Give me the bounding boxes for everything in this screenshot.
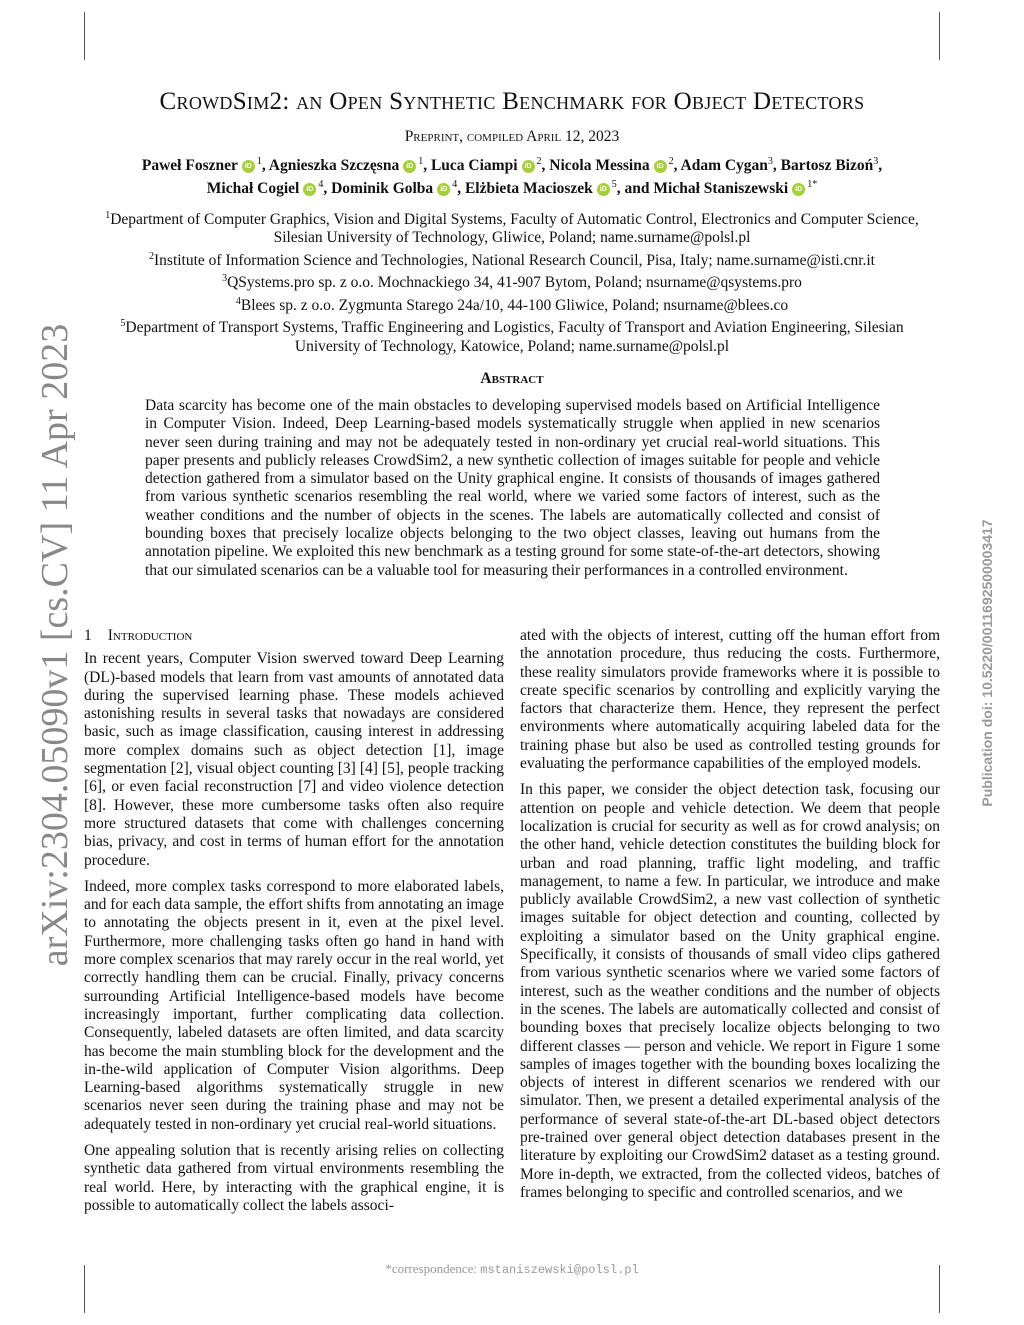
author-name: and Michał Staniszewski [624, 180, 789, 198]
crop-mark [939, 12, 940, 60]
affiliation-number: 2 [149, 250, 154, 262]
author-affiliation-number: 2 [668, 156, 674, 167]
author-name: Paweł Foszner [141, 157, 238, 175]
correspondence-label: *correspondence: [385, 1261, 477, 1276]
left-column [84, 627, 504, 1223]
author-name: Dominik Golba [331, 180, 434, 198]
affiliation [90, 207, 934, 248]
author [431, 157, 542, 174]
author-affiliation-number: 1 [256, 156, 262, 167]
author-name: Elżbieta Macioszek [464, 180, 593, 198]
author [207, 180, 324, 197]
author-name: Luca Ciampi [430, 157, 518, 175]
affiliation-text: Blees sp. z o.o. Zygmunta Starego 24a/10, 44-100 Gliwice, Poland; nsurname@blees.co [240, 296, 789, 314]
author-affiliation-number: 4 [452, 179, 458, 191]
author [625, 180, 818, 197]
affiliation [90, 270, 934, 292]
orcid-icon[interactable]: iD [303, 183, 316, 196]
paragraph: ated with the objects of interest, cutting off the human effort from the annotation procedure, thus reducing the costs. Furthermore, these reality simulators provide frameworks where it is possible to create specific scenarios by controlling and explicitly varying the factors that characterize them. Hence, they represent the perfect environments where automatically acquiring labeled data for the training phase but also be used as controlled testing grounds for evaluating the performance capabilities of the employed models. [520, 627, 940, 773]
author-name: Adam Cygan [680, 157, 768, 175]
paragraph: In this paper, we consider the object detection task, focusing our attention on people and vehicle detection. We deem that people localization is crucial for security as well as for crowd analysis; on the other hand, vehicle detection constitutes the building block for urban and road planning, traffic light modeling, and traffic management, to name a few. In particular, we introduce and make publicly available CrowdSim2, a new vast collection of synthetic images suitable for object detection and counting, collected by exploiting a simulator based on the Unity graphical engine. Specifically, it consists of thousands of small video clips gathered from various synthetic scenarios where we varied some factors of interest, such as the weather conditions and the number of objects in the scenes. The labels are automatically collected and consist of bounding boxes that precisely localize objects belonging to two different classes — person and vehicle. We report in Figure 1 some samples of images together with the bounding boxes localizing the objects of interest in different scenarios we rendered with our simulator. Then, we present a detailed experimental analysis of the performance of several state-of-the-art DL-based object detectors pre-trained over general object detection databases present in the literature by exploiting our CrowdSim2 dataset as a testing ground. More in-depth, we extracted, from the collected videos, batches of frames belonging to specific and controlled scenarios, and we [520, 781, 940, 1201]
correspondence-email[interactable]: mstaniszewski@polsl.pl [480, 1263, 639, 1277]
right-column [520, 627, 940, 1210]
section-number: 1 [84, 627, 92, 644]
orcid-icon[interactable]: iD [654, 160, 667, 173]
affiliation-number: 5 [120, 318, 126, 330]
author [331, 180, 457, 197]
paragraph: One appealing solution that is recently arising relies on collecting synthetic data gathered from virtual environments resembling the real world. Here, by interacting with the graphical engine, it is possible to automatically collect the labels associ- [84, 1142, 504, 1214]
author [465, 180, 617, 197]
preprint-date: Preprint, compiled April 12, 2023 [404, 128, 620, 145]
author-affiliation-number: 3 [767, 156, 773, 167]
affiliation-text: Institute of Information Science and Technologies, National Research Council, Pisa, Italy; name.surname@isti.cnr.it [154, 251, 875, 269]
orcid-icon[interactable]: iD [792, 183, 805, 196]
correspondence-footer [0, 1261, 1024, 1277]
paragraph: Indeed, more complex tasks correspond to more elaborated labels, and for each data sample, the effort shifts from annotating an image to annotating the objects present in it, even at the pixel level. Furthermore, more challenging tasks often go hand in hand with more complex scenarios that may rarely occur in the real world, yet correctly handling them can be crucial. Finally, privacy concerns surrounding Artificial Intelligence-based models have become increasingly important, further complicating data collection. Consequently, labeled datasets are often limited, and data scarcity has become the main stumbling block for the development and the in-the-wild application of Computer Vision algorithms. Deep Learning-based algorithms systematically struggle in new scenarios never seen during the training phase and may not be adequately tested in non-ordinary yet crucial real-world situations. [84, 877, 504, 1133]
author [681, 157, 773, 174]
author-affiliation-number: 1 [418, 156, 424, 167]
author-name: Bartosz Bizoń [780, 157, 874, 175]
orcid-icon[interactable]: iD [522, 160, 535, 173]
section-heading [84, 627, 504, 645]
author [269, 157, 423, 174]
affiliation [90, 248, 934, 270]
affiliation-number: 4 [235, 295, 241, 307]
orcid-icon[interactable]: iD [437, 183, 450, 196]
paper-title: CrowdSim2: an Open Synthetic Benchmark for Object Detectors [159, 88, 865, 115]
affiliations [90, 207, 934, 356]
author-name: Agnieszka Szczęsna [268, 157, 400, 175]
author-name: Michał Cogiel [206, 180, 300, 198]
author-affiliation-number: 1* [807, 179, 818, 191]
section-title: Introduction [107, 627, 193, 644]
author-affiliation-number: 3 [873, 156, 879, 167]
author-name: Nicola Messina [549, 157, 650, 175]
affiliation [90, 315, 934, 356]
affiliation-text: Department of Computer Graphics, Vision and Digital Systems, Faculty of Automatic Control, Electronics and Computer Science, Silesian University of Technology, Gliwice, Poland; name.surname@polsl.pl [110, 211, 919, 247]
abstract-text: Data scarcity has become one of the main obstacles to developing supervised models based on Artificial Intelligence in Computer Vision. Indeed, Deep Learning-based models systematically struggle when applied in new scenarios never seen during training and may not be adequately tested in non-ordinary yet crucial real-world situations. This paper presents and publicly releases CrowdSim2, a new synthetic collection of images suitable for people and vehicle detection gathered from a simulator based on the Unity graphical engine. It consists of thousands of images gathered from various synthetic scenarios resembling the real world, where we varied some factors of interest, such as the weather conditions and the number of objects in the scenes. The labels are automatically collected and consist of bounding boxes that precisely localize objects belonging to the two object classes, leaving out humans from the annotation pipeline. We exploited this new benchmark as a testing ground for some state-of-the-art detectors, showing that our simulated scenarios can be a valuable tool for measuring their performances in a controlled environment. [145, 397, 880, 579]
orcid-icon[interactable]: iD [242, 160, 255, 173]
orcid-icon[interactable]: iD [597, 183, 610, 196]
orcid-icon[interactable]: iD [403, 160, 416, 173]
paragraph: In recent years, Computer Vision swerved toward Deep Learning (DL)-based models that learn from vast amounts of annotated data during the supervised learning phase. These models achieved astonishing results in several tasks that nowadays are considered basic, such as image classification, causing interest in addressing more complex domains such as object detection [1], image segmentation [2], visual object counting [3] [4] [5], people tracking [6], or even facial reconstruction [7] and video violence detection [8]. However, these more cumbersome tasks often also require more structured datasets that come with challenges concerning bias, privacy, and cost in terms of human effort for the annotation procedure. [84, 650, 504, 869]
author [549, 157, 673, 174]
affiliation-text: QSystems.pro sp. z o.o. Mochnackiego 34, 41-907 Bytom, Poland; nsurname@qsystems.pro [227, 274, 802, 292]
arxiv-stamp: arXiv:2304.05090v1 [cs.CV] 11 Apr 2023 [34, 323, 76, 967]
affiliation-number: 3 [222, 273, 228, 285]
author [142, 157, 262, 174]
author-affiliation-number: 5 [611, 179, 617, 191]
crop-mark [84, 12, 85, 60]
doi-stamp: Publication doi: 10.5220/0011692500003417 [979, 519, 995, 807]
author [781, 157, 879, 174]
abstract-heading: Abstract [480, 370, 544, 387]
author-affiliation-number: 4 [318, 179, 324, 191]
author-list: Paweł Foszner iD $^1$, Agnieszka Szczęsna iD $^1$, Luca Ciampi iD $^2$, Nicola Messina iD $^2$, Adam Cygan$^3$, Bartosz Bizoń$^3$, Michał Cogiel iD $^4$, Dominik Golba iD $^4$, Elżbieta Macioszek iD $^5$, and Michał Staniszewski iD $^{1*}$ [141, 156, 883, 198]
author-affiliation-number: 2 [536, 156, 542, 167]
affiliation-text: Department of Transport Systems, Traffic Engineering and Logistics, Faculty of Transport and Aviation Engineering, Silesian University of Technology, Katowice, Poland; name.surname@polsl.pl [125, 319, 904, 355]
affiliation-number: 1 [105, 210, 111, 221]
affiliation [90, 293, 934, 315]
